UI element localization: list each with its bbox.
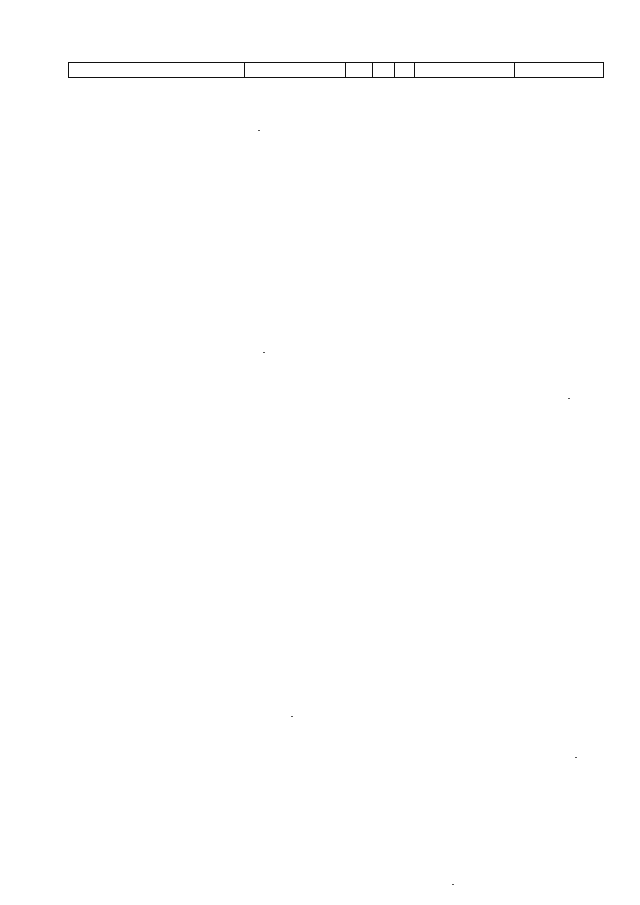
header-col-6: [415, 63, 515, 77]
header-col-4: [373, 63, 395, 77]
header-col-5: [395, 63, 415, 77]
table-header: [68, 62, 604, 78]
header-col-2: [245, 63, 346, 77]
header-col-1: [69, 63, 245, 77]
header-col-7: [515, 63, 603, 77]
header-col-3: [346, 63, 373, 77]
